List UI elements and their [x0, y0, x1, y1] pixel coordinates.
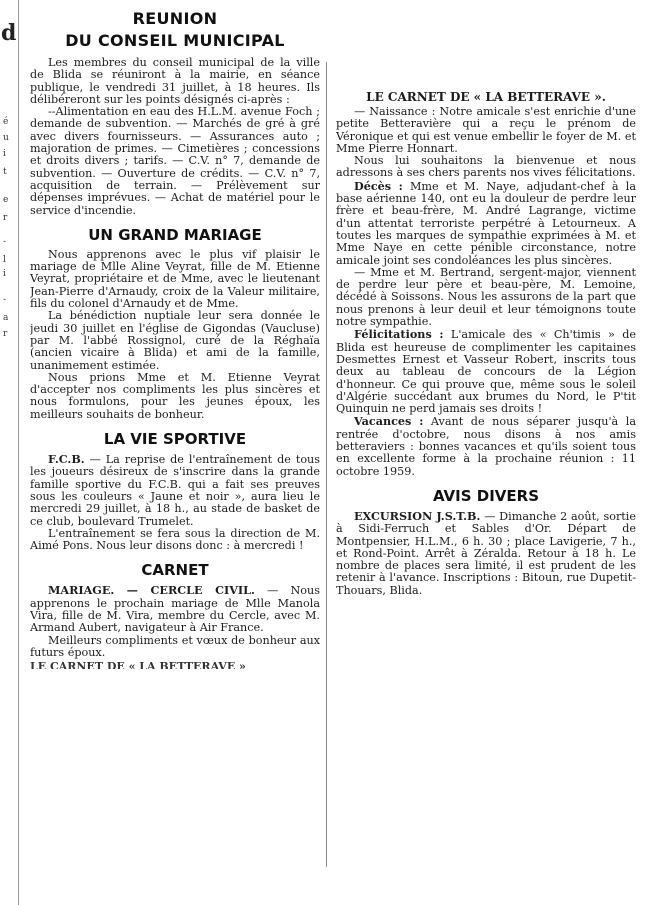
margin-fragment: é [3, 117, 9, 127]
margin-fragment: t [3, 167, 7, 177]
left-column [30, 8, 320, 900]
headline-reunion: REUNION [132, 9, 218, 28]
article-avis-divers [336, 486, 636, 597]
column-rule-middle [326, 62, 327, 867]
margin-fragment: - [3, 295, 7, 305]
paragraph: Nous lui souhaitons la bienvenue et nous adressons à ses chers parents nos vives félicitations. [336, 154, 636, 180]
paragraph: L'amicale des « Ch'timis » de Blida est heureuse de complimenter les capitaines Desmettes Ernest et Vasseur Robert, inscrits tous deux au tableau de concours de la Légion d'honneur. Ce qui prouve que, même sous le soleil d'Algérie succédant aux brumes du Nord, le P'tit Quinquin ne perd jamais ses droits ! [336, 328, 636, 416]
article-carnet [30, 560, 320, 669]
article-carnet-betterave [336, 90, 636, 478]
previous-column-fragment [0, 0, 16, 905]
paragraph: Nous apprenons avec le plus vif plaisir le mariage de Mlle Aline Veyrat, fille de M. Etienne Veyrat, propriétaire et de Mme, avec le lieutenant Jean-Pierre d'Arnaudy, croix de la Valeur militaire, fils du colonel d'Arnaudy et de Mme. [30, 247, 320, 311]
paragraph: Meilleurs compliments et vœux de bonheur aux futurs époux. [30, 633, 320, 659]
article-vie-sportive [30, 429, 320, 552]
paragraph: Mme et M. Naye, adjudant-chef à la base aérienne 140, ont eu la douleur de perdre leur frère et beau-frère, M. André Lagrange, victime d'un attentat terroriste perpétré à Letourneux. A toutes les marques de sympathie exprimées à M. et Mme Naye en cette pénible circonstance, notre amicale joint ses condoléances les plus sincères. [336, 179, 636, 267]
lead-felicitations: Félicitations : [354, 327, 444, 342]
paragraph: — La reprise de l'entraînement de tous les joueurs désireux de s'inscrire dans la grande famille sportive du F.C.B. qui a fait ses preuves sous les couleurs « Jaune et noir », aura lieu le mercredi 29 juillet, à 18 h., au stade de basket de ce club, boulevard Trumelet. [30, 453, 320, 528]
paragraph: La bénédiction nuptiale leur sera donnée le jeudi 30 juillet en l'église de Gigondas (Vaucluse) par M. l'abbé Rossignol, curé de la Réghaïa (ancien vicaire à Blida) et ami de la famille, unanimement estimée. [30, 309, 320, 372]
paragraph: — Mme et M. Bertrand, sergent-major, viennent de perdre leur père et beau-père, M. Lemoine, décédé à Soissons. Nous les assurons de la part que nous prenons à leur deuil et leur témoignons toute notre sympathie. [336, 265, 636, 329]
paragraph: — Nous apprenons le prochain mariage de Mlle Manola Vira, fille de M. Vira, membre du Cercle, avec M. Armand Aubert, navigateur à Air France. [30, 584, 320, 635]
lead-fcb: F.C.B. [48, 452, 85, 467]
margin-fragment: i [3, 269, 6, 279]
margin-fragment: r [3, 213, 8, 223]
margin-fragment: - [3, 237, 7, 247]
paragraph: Nous prions Mme et M. Etienne Veyrat d'accepter nos compliments les plus sincères et nous formulons, pour les jeunes époux, les meilleurs souhaits de bonheur. [30, 370, 320, 421]
lead-mariage-cercle: MARIAGE. — CERCLE CIVIL. [48, 583, 255, 598]
lead-deces: Décès : [354, 178, 403, 193]
headline-carnet-betterave: LE CARNET DE « LA BETTERAVE ». [366, 90, 606, 104]
margin-fragment: u [3, 133, 9, 143]
paragraph: L'entraînement se fera sous la direction de M. Aimé Pons. Nous leur disons donc : à mercredi ! [30, 526, 320, 553]
paragraph: — Dimanche 2 août, sortie à Sidi-Ferruch et Sables d'Or. Départ de Montpensier, H.L.M., 6 h. 30 ; place Lavigerie, 7 h., et Rond-Point. Arrêt à Zéralda. Retour à 18 h. Le nombre de places sera limité, il est prudent de les retenir à l'avance. Inscriptions : Bitoun, rue Dupetit-Thouars, Blida. [336, 509, 636, 597]
margin-fragment: l [3, 255, 6, 265]
paragraph: Avant de nous séparer jusqu'à la rentrée d'octobre, nous disons à nos amis betteraviers : bonnes vacances et qu'ils soient tous en excellente forme à la prochaine réunion : 11 octobre 1959. [336, 415, 636, 478]
margin-fragment: i [3, 149, 6, 159]
paragraph: Les membres du conseil municipal de la ville de Blida se réuniront à la mairie, en séance publique, le vendredi 31 juillet, à 18 heures. Ils délibéreront sur les points désignés ci-après : [30, 56, 320, 106]
lead-vacances: Vacances : [354, 414, 424, 429]
headline-vie-sportive: LA VIE SPORTIVE [103, 430, 247, 449]
paragraph: — Naissance : Notre amicale s'est enrichie d'une petite Betteravière qui a reçu le prénom de Véronique et qui est venue embellir le foyer de M. et Mme Pierre Honnart. [336, 105, 636, 155]
cut-off-line: LE CARNET DE « LA BETTERAVE » [30, 661, 246, 670]
headline-grand-mariage: UN GRAND MARIAGE [88, 225, 262, 244]
headline-avis-divers: AVIS DIVERS [432, 486, 540, 505]
article-reunion [30, 8, 320, 217]
margin-fragment: e [3, 195, 9, 205]
article-grand-mariage [30, 225, 320, 421]
column-rule-left [18, 0, 19, 905]
headline-carnet: CARNET [141, 561, 209, 580]
paragraph: --Alimentation en eau des H.L.M. avenue Foch ; demande de subvention. — Marchés de gré à gré avec divers fournisseurs. — Assurances auto ; majoration de primes. — Cimetières ; concessions et droits divers ; tarifs. — C.V. n° 7, demande de subvention. — Ouverture de crédits. — C.V. n° 7, acquisition de terrain. — Prélèvement sur dépenses imprévues. — Achat de matériel pour le service d'incendie. [30, 105, 320, 217]
margin-fragment: a [3, 313, 9, 323]
lead-excursion: EXCURSION J.S.T.B. [354, 508, 481, 523]
headline-conseil-municipal: DU CONSEIL MUNICIPAL [65, 31, 285, 50]
margin-letter-big: d [1, 20, 16, 46]
right-column [336, 90, 636, 790]
margin-fragment: r [3, 329, 8, 339]
